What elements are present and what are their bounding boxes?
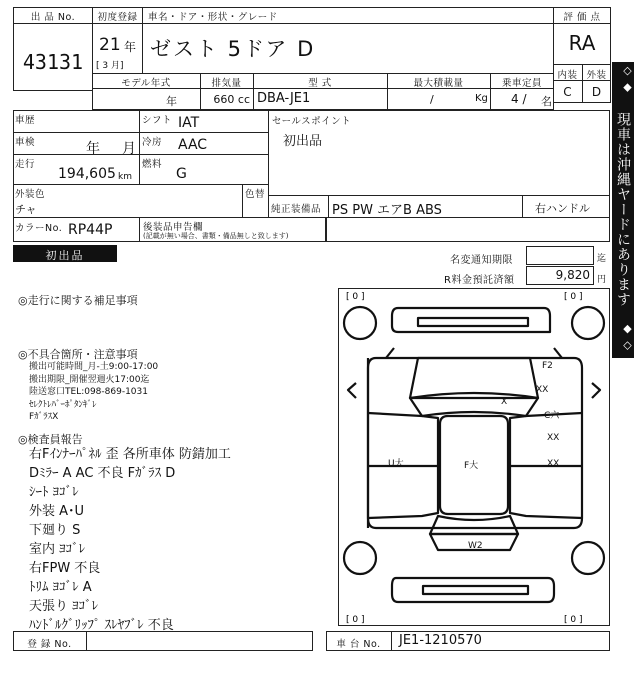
mark-x: X [501, 397, 508, 407]
ac: AAC [178, 137, 208, 153]
corner-tr: [ 0 ] [564, 292, 583, 302]
corner-tl: [ 0 ] [346, 292, 365, 302]
side-banner-top: ◇ ◆ [621, 64, 634, 94]
defect-line: ｾﾚｸﾄﾚﾊﾞｰﾎﾟﾀﾝｷﾞﾚ [29, 399, 97, 410]
capacity: 4 / [511, 92, 527, 106]
lot-no: 43131 [22, 50, 84, 74]
first-reg-year: 21 [99, 35, 121, 55]
mark-f2: F2 [542, 361, 553, 371]
interior-label: 内装 [557, 70, 578, 81]
rear-bumper [392, 578, 554, 602]
rear-hatch [430, 516, 518, 534]
shaken-year-unit: 年 [86, 141, 100, 157]
driving-note-label: ◎走行に関する補足事項 [18, 294, 138, 307]
wheel-rear-right [572, 542, 604, 574]
defect-line: FｶﾞﾗｽX [29, 412, 59, 422]
car-name: ゼスト 5ドア D [150, 37, 316, 61]
defect-line: 搬出期限_開催翌週火17:00迄 [29, 374, 150, 385]
name-change-label: 名変通知期限 [450, 255, 513, 266]
corner-bl: [ 0 ] [346, 615, 365, 625]
recycle-unit: 円 [597, 275, 607, 285]
displacement-label: 排気量 [211, 78, 242, 89]
defect-line: 陸送窓口TEL:098-869-1031 [29, 387, 148, 397]
model-year-unit: 年 [166, 95, 177, 108]
capacity-unit: 名 [541, 95, 552, 108]
mileage: 194,605 [58, 166, 116, 182]
shaken-month-unit: 月 [122, 141, 136, 157]
mark-u-big: U大 [388, 459, 404, 469]
inspector-line: ﾊﾝﾄﾞﾙｸﾞﾘｯﾌﾟ ｽﾚﾔﾌﾞﾚ 不良 [29, 618, 174, 633]
post-install-note: (記載が無い場合、書類・備品無しと致します) [143, 232, 289, 240]
side-banner-text: 現車は沖縄ヤードにあります [615, 112, 631, 307]
mileage-unit: km [118, 172, 132, 182]
genuine-equipment: PS PW エアB ABS [332, 203, 442, 218]
name-change-unit: 迄 [597, 254, 607, 264]
inspector-label: ◎検査員報告 [18, 433, 83, 446]
car-name-label: 車名・ドア・形状・グレード [148, 12, 278, 23]
inspector-line: 下廻り S [29, 523, 81, 538]
chassis-no-label: 車 台 No. [336, 639, 381, 650]
exterior-label: 外装 [586, 70, 607, 81]
type-label: 型 式 [308, 78, 332, 89]
post-install-label: 後装品申告欄 [143, 222, 204, 233]
ac-label: 冷房 [142, 137, 163, 148]
reg-no-label: 登 録 No. [27, 639, 72, 650]
inspector-line: ﾄﾘﾑ ﾖｺﾞﾚ A [29, 580, 92, 595]
car-body [368, 358, 582, 528]
grade: RA [568, 31, 596, 55]
inspector-line: ｼｰﾄ ﾖｺﾞﾚ [29, 485, 79, 500]
interior-grade: C [563, 85, 572, 99]
mark-xx-2: XX [547, 433, 560, 443]
sales-point: 初出品 [283, 134, 323, 149]
fuel-label: 燃料 [142, 159, 163, 170]
exterior-color: チャ [15, 203, 37, 216]
exterior-color-label: 外装色 [15, 189, 46, 200]
car-diagram [338, 288, 610, 626]
shift-label: シフト [142, 115, 173, 126]
mileage-label: 走行 [15, 159, 36, 170]
steering: 右ハンドル [535, 202, 590, 215]
shift: IAT [178, 115, 200, 131]
wheel-rear-left [344, 542, 376, 574]
grade-label: 評 価 点 [563, 12, 601, 23]
wheel-front-left [344, 307, 376, 339]
type: DBA-JE1 [257, 91, 311, 106]
lot-no-label: 出 品 No. [30, 12, 76, 23]
inspector-line: 室内 ﾖｺﾞﾚ [29, 542, 86, 557]
defects-label: ◎不具合箇所・注意事項 [18, 348, 138, 361]
shaken-label: 車検 [15, 137, 36, 148]
recycle-value: 9,820 [555, 268, 590, 282]
corner-br: [ 0 ] [564, 615, 583, 625]
max-load: / [430, 93, 434, 106]
mark-xx-3: XX [547, 459, 560, 469]
inspector-line: 外装 A･U [29, 504, 85, 519]
wheel-front-right [572, 307, 604, 339]
inspector-lines [29, 445, 231, 635]
sales-point-label: セールスポイント [272, 116, 352, 127]
fuel: G [176, 166, 187, 182]
first-listing-badge-text: 初出品 [45, 249, 85, 262]
model-year-label: モデル年式 [121, 78, 171, 89]
genuine-equipment-label: 純正装備品 [271, 204, 322, 215]
mark-w2: W2 [468, 541, 483, 551]
first-reg-year-unit: 年 [124, 40, 137, 54]
mark-c6: C六 [544, 411, 560, 421]
history-label: 車歴 [15, 115, 36, 126]
inspector-line: 天張り ﾖｺﾞﾚ [29, 599, 99, 614]
capacity-label: 乗車定員 [501, 78, 542, 89]
mark-xx-1: XX [536, 385, 549, 395]
mark-f-big: F大 [464, 461, 479, 471]
defect-lines [29, 361, 158, 424]
windshield [410, 393, 538, 416]
name-change-value-box [526, 246, 594, 265]
max-load-unit: Kg [475, 93, 488, 104]
color-no: RP44P [68, 222, 113, 238]
inspector-line: Dﾐﾗｰ A AC 不良 Fｶﾞﾗｽ D [29, 466, 176, 481]
details-left [13, 110, 269, 218]
inspector-line: 右Fｲﾝﾅｰﾊﾟﾈﾙ 歪 各所車体 防錆加工 [29, 447, 231, 462]
defect-line: 搬出可能時間_月-土9:00-17:00 [29, 362, 159, 372]
inspector-line: 右FPW 不良 [29, 561, 101, 576]
color-change-label: 色替 [245, 189, 266, 200]
exterior-grade: D [591, 85, 602, 99]
max-load-label: 最大積載量 [413, 78, 464, 89]
first-reg-label: 初度登録 [97, 12, 138, 23]
front-bumper [392, 308, 550, 332]
side-banner-bottom: ◆ ◇ [621, 322, 634, 352]
chassis-no: JE1-1210570 [399, 633, 482, 648]
color-no-label: カラーNo. [15, 223, 63, 234]
first-reg-month: [ 3 月] [96, 61, 124, 71]
displacement: 660 cc [213, 93, 250, 106]
recycle-label: R料金預託済額 [444, 275, 515, 286]
